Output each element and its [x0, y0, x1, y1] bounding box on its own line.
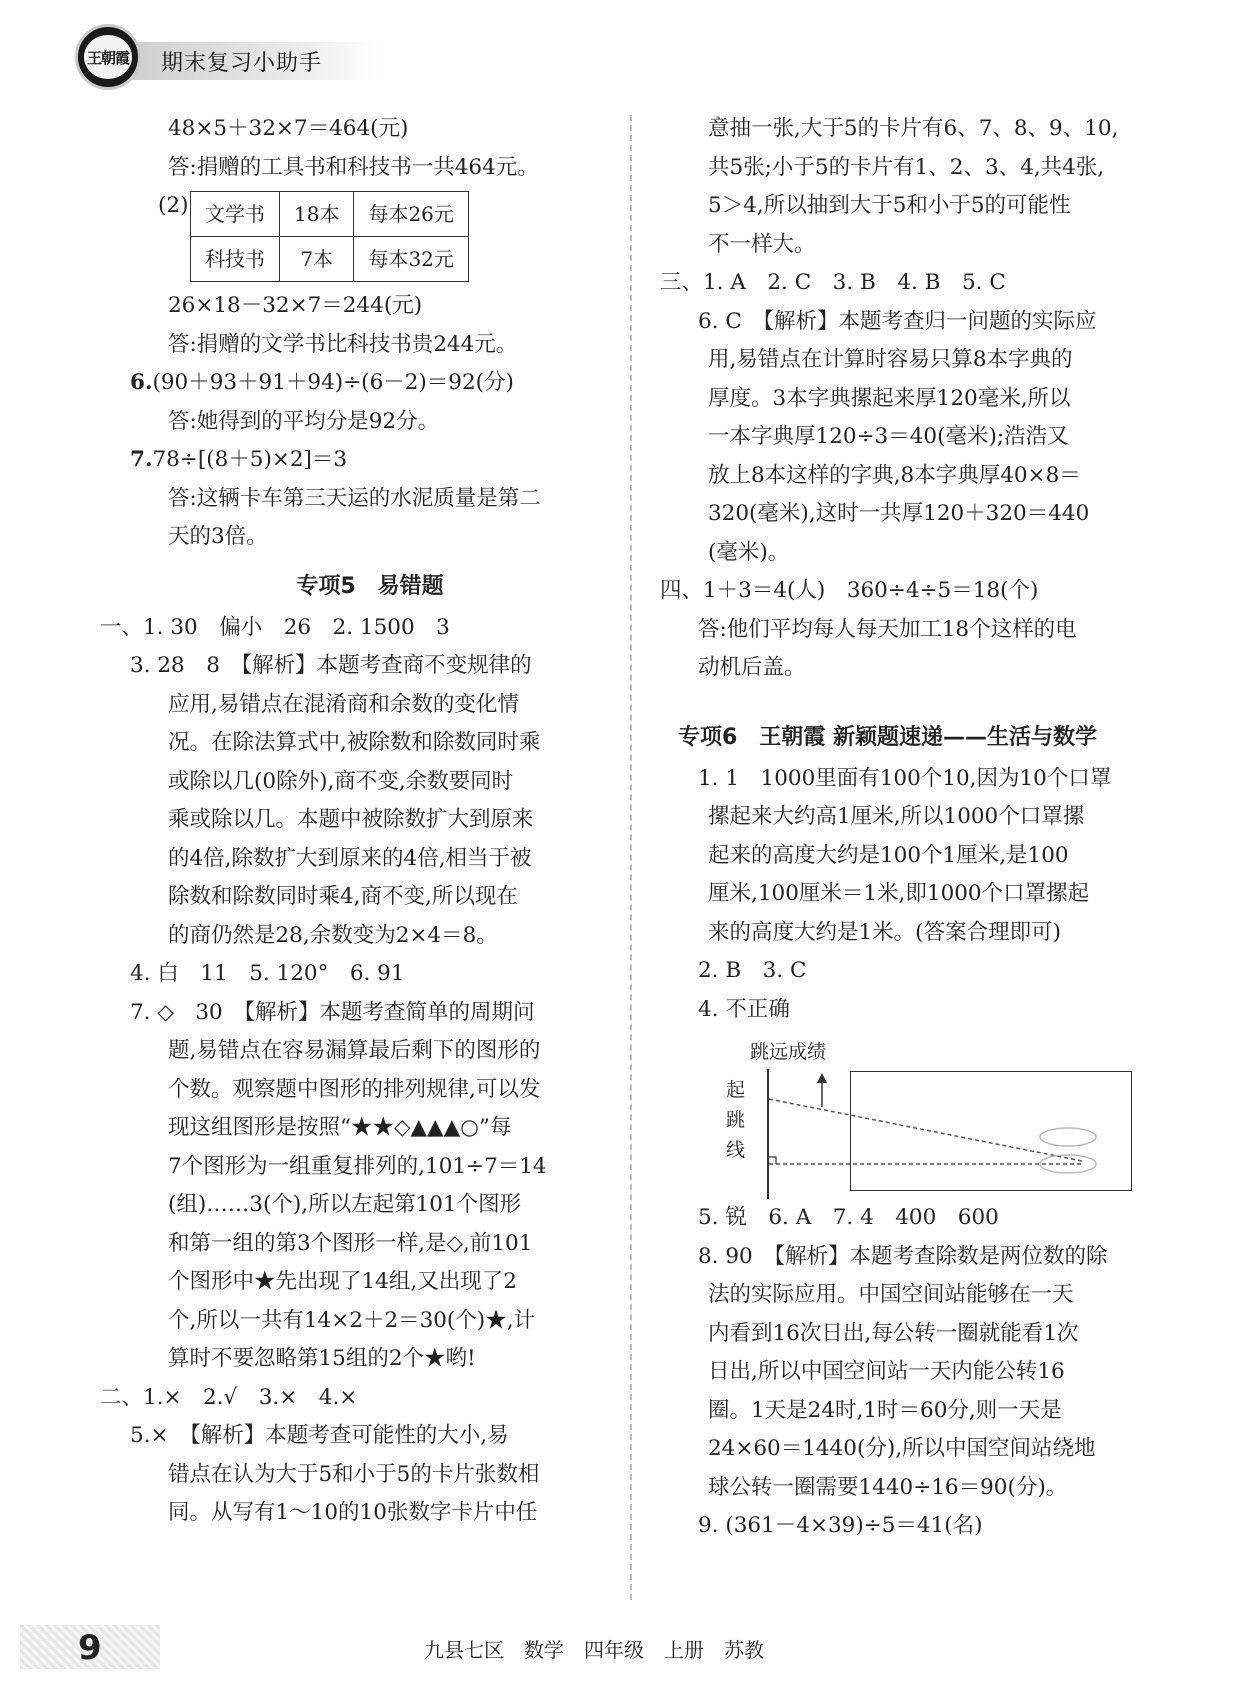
- equation: (90＋93＋91＋94)÷(6－2)＝92(分): [152, 370, 514, 395]
- right-column: [660, 110, 1170, 1546]
- left-column: [100, 110, 610, 1533]
- answer-line: 7. ◇ 30 【解析】本题考查简单的周期问: [130, 999, 535, 1025]
- answer-line: 二、1.× 2.√ 3.× 4.×: [100, 1384, 358, 1410]
- answer-line: 5＞4,所以抽到大于5和小于5的可能性: [708, 193, 1071, 218]
- answer-line: 答:这辆卡车第三天运的水泥质量是第二: [168, 485, 541, 511]
- answer-line: 四、1＋3＝4(人) 360÷4÷5＝18(个): [660, 578, 1039, 603]
- answer-line: 7个图形为一组重复排列的,101÷7＝14: [168, 1153, 547, 1179]
- table-row: [191, 237, 469, 282]
- footer-info: 九县七区 数学 四年级 上册 苏教: [424, 1638, 764, 1662]
- answer-line: 个图形中★先出现了14组,又出现了2: [168, 1269, 517, 1294]
- answer-line: 4. 不正确: [698, 996, 790, 1022]
- answer-line: 2. B 3. C: [698, 958, 807, 983]
- answer-line: 一、1. 30 偏小 26 2. 1500 3: [100, 614, 450, 640]
- text-line: 26×18－32×7＝244(元): [168, 293, 423, 318]
- answer-line: 起来的高度大约是100个1厘米,是100: [708, 842, 1069, 868]
- arrow-head: [817, 1073, 827, 1083]
- table-cell: 每本32元: [354, 237, 468, 282]
- answer-line: 日出,所以中国空间站一天内能公转16: [708, 1359, 1065, 1384]
- answer-line: 意抽一张,大于5的卡片有6、7、8、9、10,: [708, 116, 1119, 141]
- header-title: 期末复习小助手: [161, 51, 323, 76]
- table-cell: 7本: [280, 237, 354, 282]
- answer-line: 现这组图形是按照“★★◇▲▲▲○”每: [168, 1115, 512, 1140]
- section-title-5: 专项5 易错题: [296, 573, 444, 599]
- book-table: [190, 191, 469, 282]
- answer-line: 24×60＝1440(分),所以中国空间站绕地: [708, 1436, 1096, 1461]
- page-header: [75, 24, 375, 82]
- answer-line: 天的3倍。: [168, 524, 268, 549]
- answer-line: 题,易错点在容易漏算最后剩下的图形的: [168, 1038, 541, 1063]
- slant-dashed-line: [769, 1099, 1082, 1161]
- brand-logo: [75, 24, 141, 90]
- answer-line: 或除以几(0除外),商不变,余数要同时: [168, 768, 514, 794]
- answer-line: 9. (361－4×39)÷5＝41(名): [698, 1513, 983, 1538]
- figure-title: 跳远成绩: [750, 1041, 827, 1063]
- answer-line: 1. 1 1000里面有100个10,因为10个口罩: [698, 765, 1112, 791]
- figure-side-label: 起 跳 线: [726, 1079, 746, 1161]
- answer-line: 圈。1天是24时,1时＝60分,则一天是: [708, 1397, 1062, 1423]
- answer-line: 答:她得到的平均分是92分。: [168, 408, 440, 434]
- question-7: [130, 441, 610, 480]
- answer-line: 同。从写有1～10的10张数字卡片中任: [168, 1500, 538, 1525]
- right-angle-mark: [769, 1157, 776, 1164]
- answer-line: 错点在认为大于5和小于5的卡片张数相: [168, 1461, 540, 1487]
- figure-diagram: [690, 1029, 1150, 1199]
- text-line: 答:捐赠的工具书和科技书一共464元。: [168, 154, 539, 180]
- answer-line: 6. C 【解析】本题考查归一问题的实际应: [698, 308, 1097, 334]
- text-line: 48×5＋32×7＝464(元): [168, 116, 409, 141]
- answer-line: 法的实际应用。中国空间站能够在一天: [708, 1282, 1074, 1307]
- table-cell: 18本: [280, 192, 354, 237]
- answer-line: 来的高度大约是1米。(答案合理即可): [708, 919, 1061, 945]
- text-line: 答:捐赠的文学书比科技书贵244元。: [168, 331, 518, 357]
- answer-line: 答:他们平均每人每天加工18个这样的电: [698, 616, 1077, 642]
- answer-line: 5.× 【解析】本题考查可能性的大小,易: [130, 1423, 509, 1448]
- answer-line: 况。在除法算式中,被除数和除数同时乘: [168, 730, 541, 755]
- answer-line: 320(毫米),这时一共厚120＋320＝440: [708, 501, 1090, 526]
- answer-line: 应用,易错点在混淆商和余数的变化情: [168, 691, 519, 717]
- answer-line: 3. 28 8 【解析】本题考查商不变规律的: [130, 653, 532, 678]
- table-cell: 文学书: [191, 192, 280, 237]
- footprint-icon: [1040, 1128, 1096, 1146]
- answer-line: 厘米,100厘米＝1米,即1000个口罩摞起: [708, 881, 1090, 906]
- answer-line: 8. 90 【解析】本题考查除数是两位数的除: [698, 1243, 1108, 1269]
- question-6: [130, 364, 610, 403]
- answer-line: 一本字典厚120÷3＝40(毫米);浩浩又: [708, 424, 1069, 449]
- answer-line: 三、1. A 2. C 3. B 4. B 5. C: [660, 270, 1006, 295]
- answer-line: 除数和除数同时乘4,商不变,所以现在: [168, 884, 518, 909]
- book-table-block: [130, 187, 610, 287]
- page-number: 9: [78, 1628, 102, 1668]
- answer-line: (毫米)。: [708, 539, 790, 565]
- table-row: [191, 192, 469, 237]
- answer-line: 算时不要忽略第15组的2个★哟!: [168, 1346, 476, 1371]
- answer-line: 个,所以一共有14×2＋2＝30(个)★,计: [168, 1307, 536, 1333]
- answer-line: 的商仍然是28,余数变为2×4＝8。: [168, 922, 498, 948]
- answer-line: 球公转一圈需要1440÷16＝90(分)。: [708, 1474, 1068, 1500]
- logo-text: 王朝霞: [86, 48, 129, 67]
- answer-line: 内看到16次日出,每公转一圈就能看1次: [708, 1320, 1079, 1346]
- table-cell: 每本26元: [354, 192, 468, 237]
- answer-line: 用,易错点在计算时容易只算8本字典的: [708, 347, 1073, 372]
- equation: 78÷[(8＋5)×2]＝3: [152, 447, 348, 472]
- table-label: (2): [158, 193, 189, 218]
- answer-line: 乘或除以几。本题中被除数扩大到原来: [168, 807, 534, 832]
- answer-line: 共5张;小于5的卡片有1、2、3、4,共4张,: [708, 154, 1105, 180]
- answer-line: 和第一组的第3个图形一样,是◇,前101: [168, 1230, 533, 1256]
- answer-line: 不一样大。: [708, 231, 816, 257]
- question-number: 7.: [130, 447, 153, 472]
- answer-line: 动机后盖。: [698, 655, 806, 680]
- answer-line: 放上8本这样的字典,8本字典厚40×8＝: [708, 462, 1081, 488]
- answer-line: 厚度。3本字典摞起来厚120毫米,所以: [708, 385, 1071, 411]
- answer-line: 摞起来大约高1厘米,所以1000个口罩摞: [708, 804, 1085, 829]
- answer-line: 的4倍,除数扩大到原来的4倍,相当于被: [168, 845, 532, 871]
- answer-line: (组)……3(个),所以左起第101个图形: [168, 1192, 522, 1217]
- table-cell: 科技书: [191, 237, 280, 282]
- answer-line: 4. 白 11 5. 120° 6. 91: [130, 961, 405, 986]
- column-divider: [630, 115, 632, 1600]
- question-number: 6.: [130, 370, 153, 395]
- long-jump-figure: [690, 1029, 1170, 1199]
- answer-line: 个数。观察题中图形的排列规律,可以发: [168, 1076, 541, 1102]
- section-title-6: 专项6 王朝霞 新颖题速递——生活与数学: [678, 724, 1097, 750]
- answer-line: 5. 锐 6. A 7. 4 400 600: [698, 1205, 999, 1230]
